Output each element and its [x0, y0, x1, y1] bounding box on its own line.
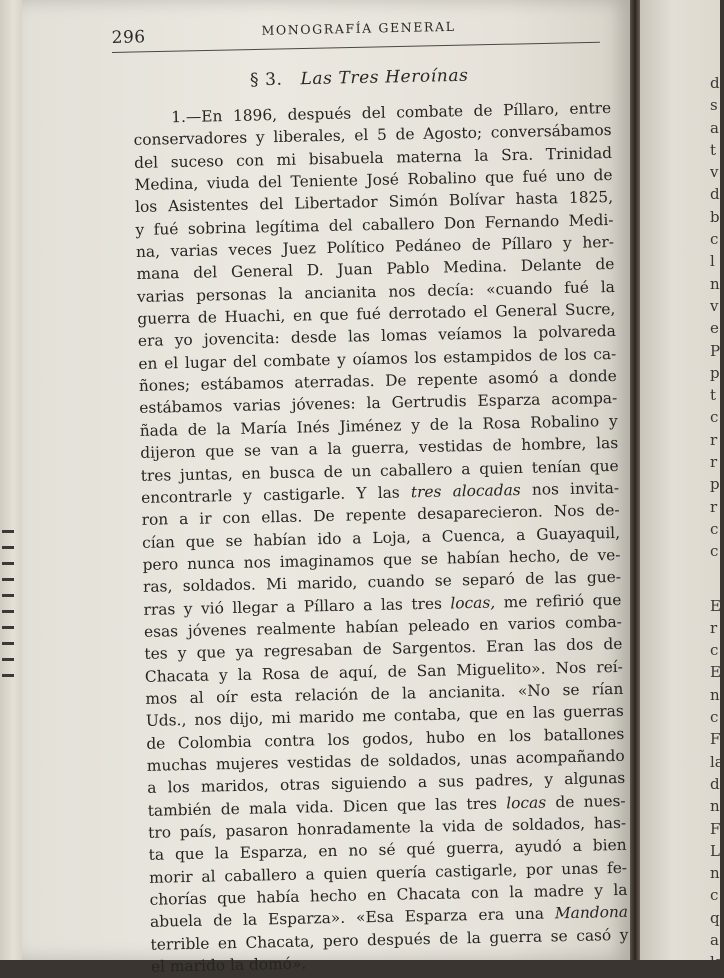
- text-run: conservadores y liberales, el 5 de Agosto; conversábamos: [133, 121, 612, 150]
- text-run: abuela de la Esparza». «Esa Esparza era una: [149, 904, 556, 932]
- text-run: ñones; estábamos aterradas. De repente asomó a donde: [138, 367, 617, 396]
- text-run: de nues-: [545, 791, 626, 812]
- text-run: dijeron que se van a la guerra, vestidas de hombre, las: [140, 434, 619, 463]
- facing-page-fragment: c: [710, 408, 719, 427]
- facing-page-fragment: d: [710, 74, 720, 92]
- facing-page-text-fragments: [710, 72, 724, 974]
- page-number: 296: [111, 27, 146, 49]
- facing-page-fragment: c: [710, 542, 719, 561]
- facing-page-fragment: n: [710, 685, 720, 704]
- text-run: mos al oír esta relación de la ancianita. «No se rían: [145, 679, 624, 708]
- text-run: rras y vió llegar a Píllaro a las tres: [143, 594, 451, 619]
- facing-page-fragment: p: [710, 475, 720, 494]
- text-run: me refirió que: [494, 590, 622, 612]
- text-run: estábamos varias jóvenes: la Gertrudis Esparza acompa-: [139, 389, 618, 418]
- text-run: cían que se habían ido a Loja, a Cuenca, a Guayaquil,: [141, 523, 621, 552]
- text-run: tro país, pasaron honradamente la vida de soldados, has-: [148, 813, 627, 842]
- text-run: muchas mujeres vestidas de soldados, unas acompañando: [146, 746, 625, 775]
- facing-page-fragment: r: [710, 497, 718, 516]
- facing-page-fragment: la: [710, 953, 724, 972]
- text-run: guerra de Huachi, en que fué derrotado el General Sucre,: [137, 300, 616, 329]
- text-run: pero nunca nos imaginamos que se habían hecho, de ve-: [142, 545, 621, 574]
- text-run: Uds., nos dijo, mi marido me contaba, que en las guerras: [145, 702, 624, 731]
- text-run: na, varias veces Juez Político Pedáneo de Píllaro y her-: [135, 233, 615, 262]
- facing-page-fragment: F: [710, 730, 721, 749]
- text-run: Chacata y la Rosa de aquí, de San Miguelito». Nos reí-: [144, 657, 624, 686]
- facing-page-fragment: c: [710, 708, 719, 727]
- facing-page-fragment: d: [710, 185, 720, 204]
- facing-page-fragment: L: [710, 841, 720, 860]
- facing-page-fragment: d: [710, 774, 720, 793]
- text-run: tres juntas, en busca de un caballero a quien tenían que: [140, 456, 619, 485]
- text-run: 1.—En 1896, después del combate de Píllaro, entre: [171, 98, 612, 127]
- facing-page-fragment: c: [710, 641, 719, 660]
- text-run: tes y que ya regresaban de Sargentos. Eran las dos de: [144, 635, 623, 664]
- facing-page-fragment: r: [710, 618, 718, 637]
- italic-phrase: Mandona: [554, 903, 629, 923]
- facing-page-fragment: q: [710, 908, 720, 927]
- text-run: Medina, viuda del Teniente José Robalino que fué uno de: [134, 166, 613, 195]
- italic-phrase: locas: [506, 793, 547, 812]
- facing-page-fragment: t: [710, 140, 717, 159]
- facing-page-fragment: E: [710, 663, 721, 682]
- running-title: MONOGRAFÍA GENERAL: [261, 18, 456, 38]
- facing-page: [640, 0, 724, 972]
- facing-page-fragment: c: [710, 230, 719, 249]
- text-run: en el lugar del combate y oíamos los estampidos de los ca-: [138, 344, 617, 373]
- text-run: y fué sobrina legítima del caballero Don Fernando Medi-: [135, 210, 614, 239]
- italic-phrase: locas,: [450, 593, 496, 613]
- text-run: también de mala vida. Dicen que las tres: [147, 793, 507, 820]
- facing-page-fragment: b: [710, 207, 720, 226]
- facing-page-fragment: F: [710, 819, 721, 838]
- section-title: Las Tres Heroínas: [300, 65, 469, 90]
- text-run: terrible en Chacata, pero después de la guerra se casó y: [150, 925, 629, 954]
- facing-page-fragment: v: [710, 296, 719, 315]
- text-run: ñada de la María Inés Jiménez y de la Rosa Robalino y: [139, 411, 618, 440]
- text-run: era yo jovencita: desde las lomas veíamos la polvareda: [137, 322, 616, 351]
- text-run: mana del General D. Juan Pablo Medina. Delante de: [136, 255, 615, 284]
- facing-page-fragment: c: [710, 519, 719, 538]
- facing-page-fragment: c: [710, 886, 719, 905]
- edge-marks: [2, 530, 18, 690]
- facing-page-fragment: p: [710, 363, 720, 382]
- text-run: encontrarle y castigarle. Y las: [140, 483, 412, 507]
- facing-page-fragment: a: [710, 930, 719, 949]
- facing-page-fragment: a: [710, 118, 719, 137]
- text-run: nos invita-: [520, 478, 620, 499]
- text-run: ta que la Esparza, en no sé qué guerra, ayudó a bien: [148, 836, 627, 865]
- facing-page-fragment: s: [710, 96, 718, 115]
- facing-page-fragment: [710, 563, 724, 595]
- text-run: de Colombia contra los godos, hubo en los batallones: [146, 724, 625, 753]
- text-run: a los maridos, otras siguiendo a sus padres, y algunas: [147, 769, 626, 798]
- italic-phrase: tres alocadas: [410, 480, 521, 502]
- book-gutter: [630, 0, 640, 960]
- section-symbol: § 3.: [249, 69, 283, 91]
- facing-page-fragment: la: [710, 752, 724, 771]
- text-run: del suceso con mi bisabuela materna la Sra. Trinidad: [133, 143, 613, 172]
- facing-page-fragment: E: [710, 596, 721, 615]
- text-run: ras, soldados. Mi marido, cuando se separó de las gue-: [142, 568, 622, 597]
- facing-page-fragment: n: [710, 864, 720, 883]
- text-run: esas jóvenes realmente habían peleado en varios comba-: [143, 612, 623, 641]
- facing-page-fragment: P: [710, 341, 721, 360]
- facing-page-fragment: v: [710, 163, 719, 182]
- previous-pages-edge: [0, 0, 22, 960]
- facing-page-fragment: t: [710, 386, 717, 405]
- text-run: los Asistentes del Libertador Simón Bolívar hasta 1825,: [134, 188, 614, 217]
- facing-page-fragment: n: [710, 274, 720, 293]
- text-run: el marido la domó».: [150, 954, 307, 976]
- text-run: ron a ir con ellas. De repente desaparecieron. Nos de-: [141, 501, 620, 530]
- facing-page-fragment: r: [710, 430, 718, 449]
- facing-page-fragment: r: [710, 453, 718, 472]
- facing-page-fragment: e: [710, 319, 719, 338]
- text-run: chorías que había hecho en Chacata con la madre y la: [149, 880, 628, 909]
- facing-page-fragment: l: [710, 252, 715, 271]
- text-run: varias personas la ancianita nos decía: «cuando fué la: [136, 277, 616, 306]
- facing-page-fragment: n: [710, 797, 720, 816]
- body-paragraph: [133, 97, 629, 978]
- text-run: morir al caballero a quien quería castigarle, por unas fe-: [148, 858, 628, 887]
